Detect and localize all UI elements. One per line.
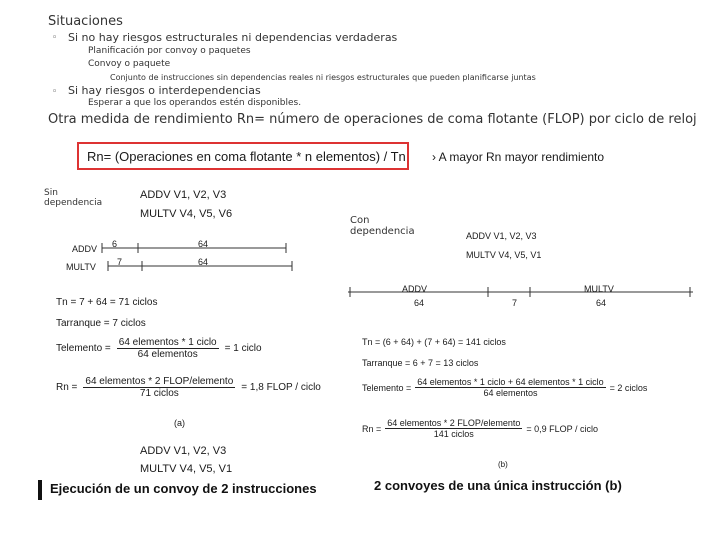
outline-item-1-2: Si hay riesgos o interdependencias xyxy=(68,84,261,97)
right-telem-num: 64 elementos * 1 ciclo + 64 elementos * 1 ciclo xyxy=(417,377,604,387)
right-telemento xyxy=(362,377,647,398)
outline-item-1-1-a: Planificación por convoy o paquetes xyxy=(88,46,251,56)
outline-item-1-1-b-i: Conjunto de instrucciones sin dependencias reales ni riesgos estructurales que pueden planificarse juntas xyxy=(110,73,536,82)
left-instr-2: MULTV V4, V5, V6 xyxy=(140,208,233,220)
left-instr-4: MULTV V4, V5, V1 xyxy=(140,463,233,475)
left-telem-res: = 1 ciclo xyxy=(224,343,262,354)
right-caption: 2 convoyes de una única instrucción (b) xyxy=(374,478,622,493)
left-tn: Tn = 7 + 64 = 71 ciclos xyxy=(56,297,158,308)
bullet-circle-icon: ◦ xyxy=(52,87,58,97)
left-tarranque: Tarranque = 7 ciclos xyxy=(56,318,146,329)
right-telem-den: 64 elementos xyxy=(483,388,538,398)
right-n2: 7 xyxy=(512,298,518,308)
left-rn-num: 64 elementos * 2 FLOP/elemento xyxy=(85,376,234,387)
right-rn-num: 64 elementos * 2 FLOP/elemento xyxy=(387,418,521,428)
left-instr-3: ADDV V1, V2, V3 xyxy=(140,445,227,457)
left-panel-label: Sin dependencia xyxy=(44,188,103,208)
formula-box xyxy=(77,142,409,170)
right-n3: 64 xyxy=(596,298,607,308)
left-addv-n1: 6 xyxy=(112,239,118,249)
left-caption-marker xyxy=(38,480,42,500)
left-telem-den: 64 elementos xyxy=(137,349,198,360)
left-instr-1: ADDV V1, V2, V3 xyxy=(140,189,227,201)
right-rn xyxy=(362,418,598,439)
left-telem-num: 64 elementos * 1 ciclo xyxy=(118,337,217,348)
left-multv-n2: 64 xyxy=(198,257,209,267)
left-rn-den: 71 ciclos xyxy=(139,388,179,399)
left-telem-lhs: Telemento = xyxy=(56,343,111,354)
outline-item-1-1: Si no hay riesgos estructurales ni dependencias verdaderas xyxy=(68,31,398,44)
outline-item-1: Situaciones xyxy=(48,14,123,29)
right-panel-label: Con dependencia xyxy=(350,215,415,237)
right-telem-fraction xyxy=(415,377,605,398)
right-telem-res: = 2 ciclos xyxy=(609,382,648,393)
right-rn-res: = 0,9 FLOP / ciclo xyxy=(526,423,598,434)
left-telemento xyxy=(56,337,262,360)
outline-item-1-2-a: Esperar a que los operandos estén disponibles. xyxy=(88,98,302,108)
right-instr-1: ADDV V1, V2, V3 xyxy=(466,231,537,241)
right-instr-2: MULTV V4, V5, V1 xyxy=(466,250,542,260)
left-addv-n2: 64 xyxy=(198,239,209,249)
formula-text: Rn= (Operaciones en coma flotante * n elementos) / Tn xyxy=(87,149,406,164)
left-rn-lhs: Rn = xyxy=(56,382,78,393)
left-addv-label: ADDV xyxy=(72,244,98,254)
left-multv-label: MULTV xyxy=(66,262,96,272)
left-rn xyxy=(56,376,321,399)
outline-item-2: Otra medida de rendimiento Rn= número de operaciones de coma flotante (FLOP) por ciclo de reloj xyxy=(48,112,697,127)
right-n1: 64 xyxy=(414,298,425,308)
right-multv-label: MULTV xyxy=(584,284,614,294)
left-telem-fraction xyxy=(117,337,219,360)
left-rn-res: = 1,8 FLOP / ciclo xyxy=(241,382,321,393)
left-multv-n1: 7 xyxy=(117,257,123,267)
right-rn-lhs: Rn = xyxy=(362,423,382,434)
right-tn: Tn = (6 + 64) + (7 + 64) = 141 ciclos xyxy=(362,337,506,347)
right-tarranque: Tarranque = 6 + 7 = 13 ciclos xyxy=(362,358,479,368)
right-telem-lhs: Telemento = xyxy=(362,382,412,393)
right-tag: (b) xyxy=(498,460,508,469)
formula-note: › A mayor Rn mayor rendimiento xyxy=(432,150,605,164)
right-timeline-diagram xyxy=(348,282,698,304)
left-caption: Ejecución de un convoy de 2 instrucciones xyxy=(50,481,317,496)
left-timeline-diagram xyxy=(60,236,300,276)
bullet-circle-icon: ◦ xyxy=(52,33,58,43)
left-rn-fraction xyxy=(83,376,235,399)
left-tag: (a) xyxy=(174,418,185,428)
right-rn-fraction xyxy=(385,418,522,439)
right-rn-den: 141 ciclos xyxy=(433,429,474,439)
right-addv-label: ADDV xyxy=(402,284,428,294)
outline-item-1-1-b: Convoy o paquete xyxy=(88,59,171,69)
